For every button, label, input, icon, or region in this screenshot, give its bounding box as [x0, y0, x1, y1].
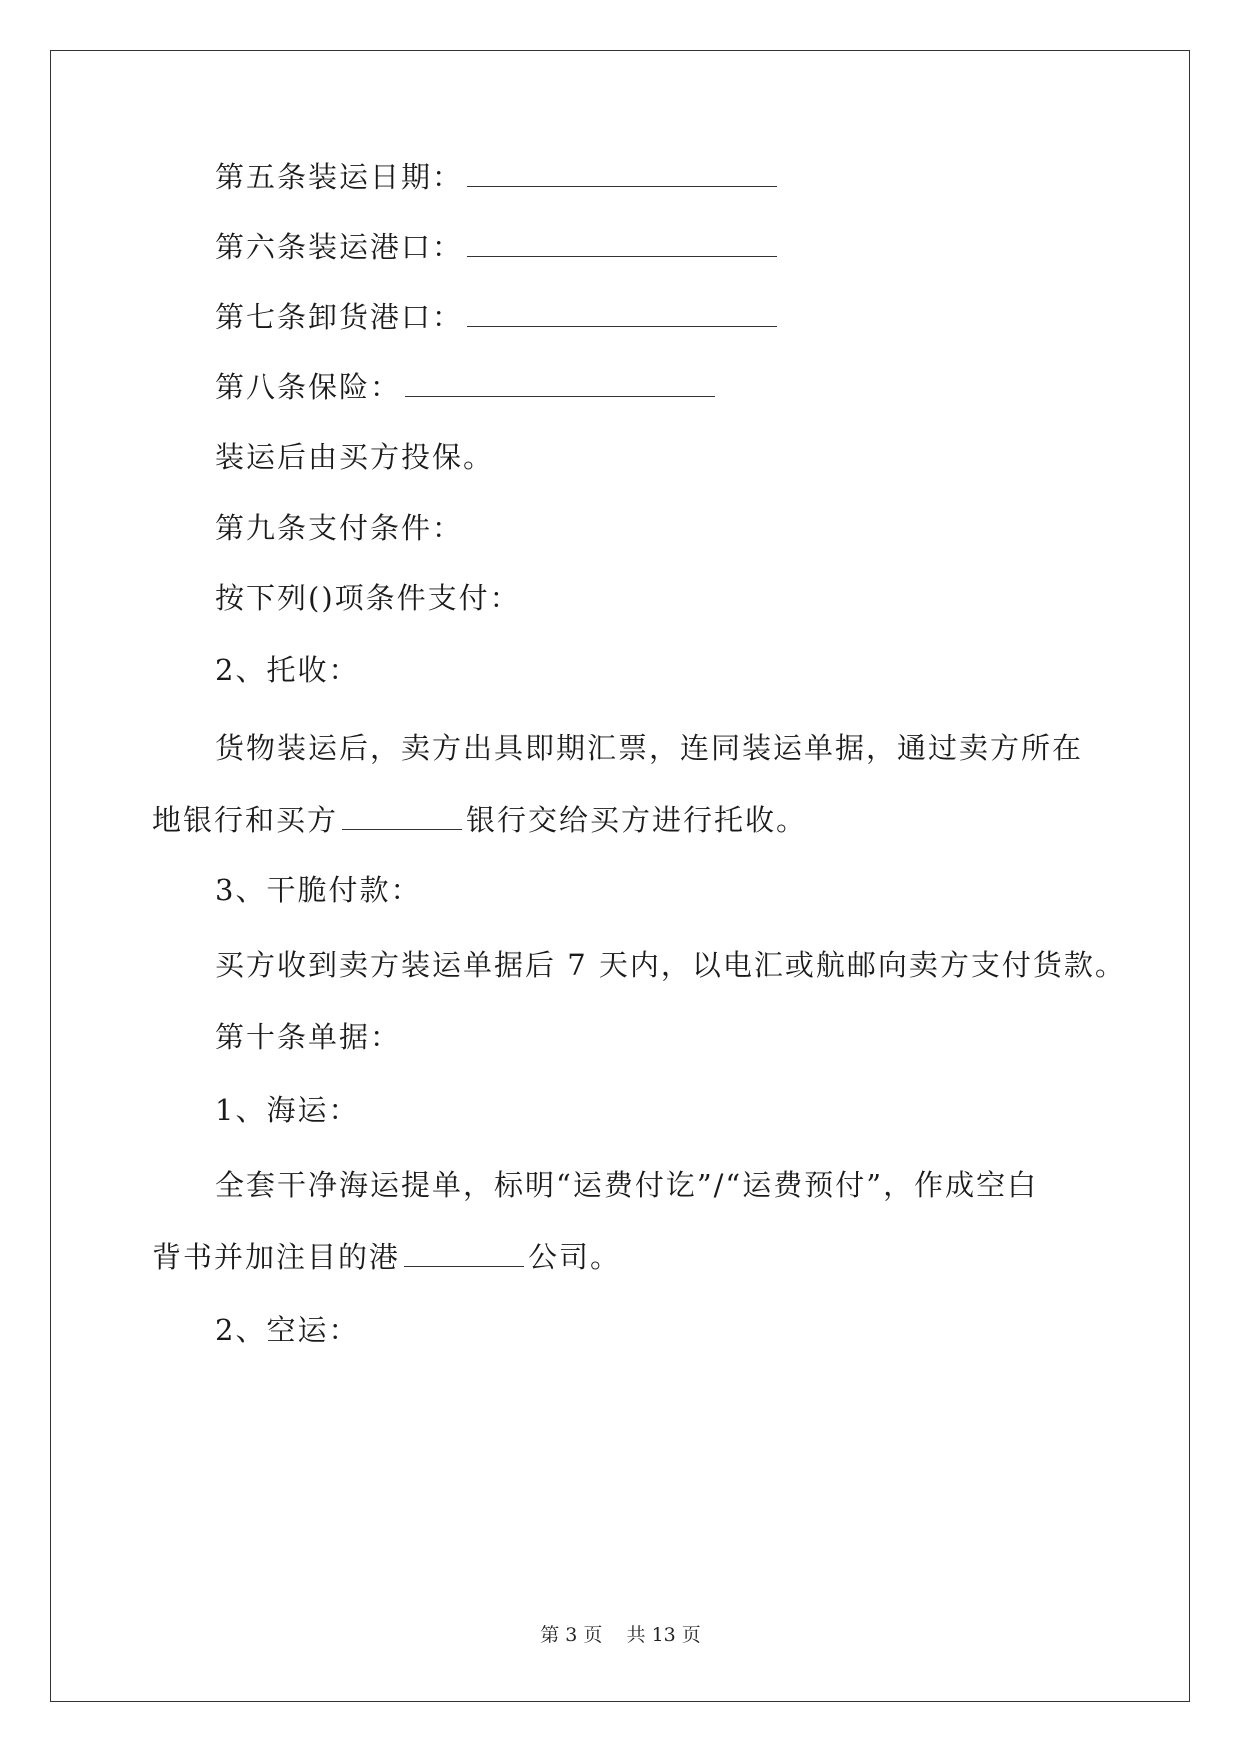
page-footer [0, 1620, 1241, 1647]
direct-payment-paragraph: 买方收到卖方装运单据后 7 天内，以电汇或航邮向卖方支付货款。 [215, 948, 1126, 982]
clause-8-insurance [215, 367, 715, 407]
ocean-bill-paragraph-line-1: 全套干净海运提单，标明“运费付讫”/“运费预付”，作成空白 [215, 1168, 1039, 1202]
text-segment: 背书并加注目的港 [152, 1240, 401, 1274]
clause-7-discharge-port [215, 297, 777, 337]
clause-label: 第八条保险： [215, 370, 402, 404]
fill-in-blank [342, 801, 462, 830]
clause-5-shipment-date [215, 157, 777, 197]
text-segment: 公司。 [528, 1240, 622, 1274]
collection-paragraph-line-1: 货物装运后，卖方出具即期汇票，连同装运单据，通过卖方所在 [215, 731, 1084, 765]
fill-in-blank [405, 368, 715, 397]
fill-in-blank [467, 228, 777, 257]
item-3-direct-payment: 3、干脆付款： [215, 873, 422, 907]
fill-in-blank [467, 298, 777, 327]
clause-9-payment-terms: 第九条支付条件： [215, 511, 464, 545]
total-pages: 共 13 页 [626, 1624, 701, 1646]
text-segment: 地银行和买方 [152, 803, 339, 837]
item-2-air-shipping: 2、空运： [215, 1313, 360, 1347]
clause-label: 第七条卸货港口： [215, 300, 464, 334]
clause-10-documents: 第十条单据： [215, 1020, 402, 1054]
clause-label: 第六条装运港口： [215, 230, 464, 264]
page-number: 第 3 页 [540, 1624, 603, 1646]
ocean-bill-paragraph-line-2 [152, 1237, 621, 1277]
fill-in-blank [467, 158, 777, 187]
insurance-note: 装运后由买方投保。 [215, 440, 495, 474]
fill-in-blank [404, 1238, 524, 1267]
clause-6-loading-port [215, 227, 777, 267]
text-segment: 银行交给买方进行托收。 [466, 803, 808, 837]
collection-paragraph-line-2 [152, 800, 807, 840]
item-2-collection: 2、托收： [215, 653, 360, 687]
item-1-ocean-shipping: 1、海运： [215, 1093, 360, 1127]
clause-label: 第五条装运日期： [215, 160, 464, 194]
payment-option-instruction: 按下列()项条件支付： [215, 581, 521, 615]
